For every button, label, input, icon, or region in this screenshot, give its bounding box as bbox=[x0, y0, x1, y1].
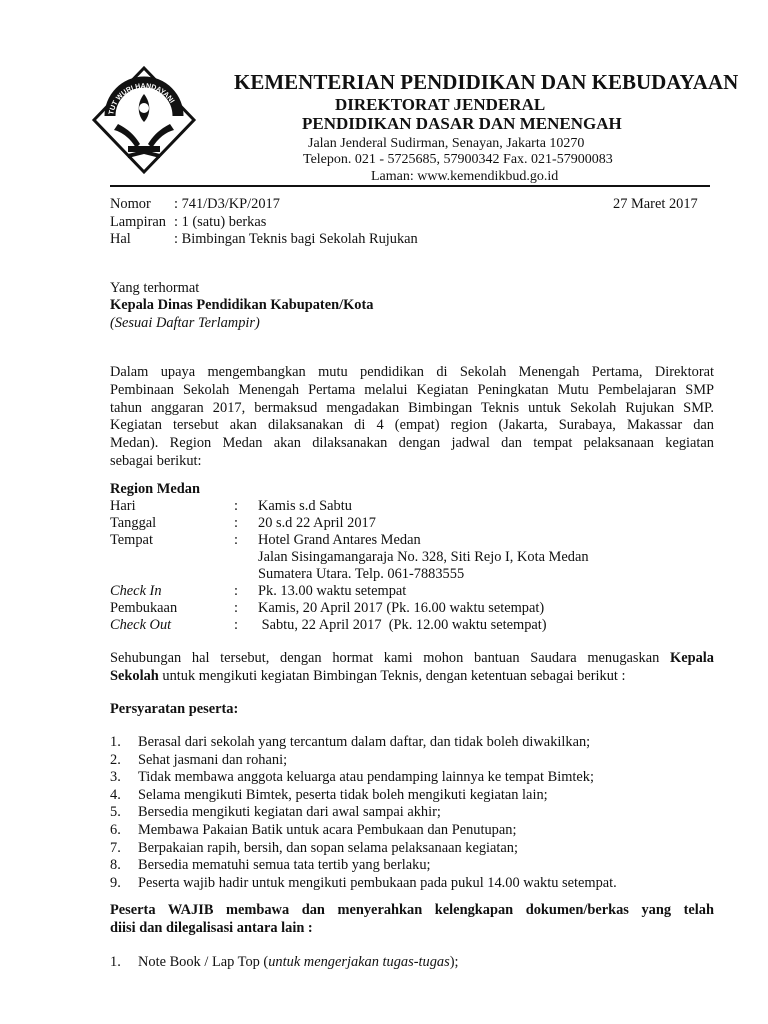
phone-line: Telepon. 021 - 5725685, 57900342 Fax. 021-57900083 bbox=[303, 152, 613, 167]
documents-title-line: diisi dan dilegalisasi antara lain : bbox=[110, 919, 313, 936]
colon: : bbox=[234, 583, 238, 599]
item-italic: untuk mengerjakan tugas-tugas bbox=[268, 954, 450, 970]
colon: : bbox=[234, 532, 238, 548]
item-text: Note Book / Lap Top ( bbox=[138, 954, 269, 970]
colon: : bbox=[234, 515, 238, 531]
documents-title bbox=[110, 902, 714, 938]
colon: : bbox=[234, 617, 238, 633]
list-number: 8. bbox=[110, 857, 121, 874]
list-item-text: Membawa Pakaian Batik untuk acara Pembukaan dan Penutupan; bbox=[138, 822, 517, 838]
website-line: Laman: www.kemendikbud.go.id bbox=[371, 169, 559, 184]
nomor-label: Nomor bbox=[110, 196, 151, 212]
requirements-title: Persyaratan peserta: bbox=[110, 701, 239, 717]
checkout-label: Check Out bbox=[110, 617, 172, 633]
checkin-value: Pk. 13.00 waktu setempat bbox=[258, 583, 407, 599]
lampiran-label: Lampiran bbox=[110, 214, 166, 230]
nomor-value: : 741/D3/KP/2017 bbox=[174, 196, 280, 212]
tanggal-label: Tanggal bbox=[110, 515, 157, 531]
list-item-text: Berpakaian rapih, bersih, dan sopan selama pelaksanaan kegiatan; bbox=[138, 839, 519, 856]
division-title: PENDIDIKAN DASAR DAN MENENGAH bbox=[302, 114, 622, 133]
list-number: 3. bbox=[110, 769, 121, 786]
intro-line: sebagai berikut: bbox=[110, 452, 202, 469]
list-number: 4. bbox=[110, 786, 121, 803]
pembukaan-value: Kamis, 20 April 2017 (Pk. 16.00 waktu setempat) bbox=[258, 600, 545, 616]
region-title: Region Medan bbox=[110, 481, 200, 497]
intro-line: Medan). Region Medan akan dilaksanakan dengan jadwal dan tempat pelaksanaan kegiatan bbox=[110, 435, 714, 452]
list-item-text: Selama mengikuti Bimtek, peserta tidak boleh mengikuti kegiatan lain; bbox=[138, 786, 548, 803]
intro-paragraph bbox=[110, 364, 714, 471]
list-number: 1. bbox=[110, 954, 121, 970]
documents-title-line: Peserta WAJIB membawa dan menyerahkan kelengkapan dokumen/berkas yang telah bbox=[110, 902, 714, 918]
list-item-text: Sehat jasmani dan rohani; bbox=[138, 751, 288, 768]
intro-line: Dalam upaya mengembangkan mutu pendidikan di Sekolah Menengah Pertama, Direktorat bbox=[110, 364, 714, 380]
address-line: Jalan Jenderal Sudirman, Senayan, Jakarta 10270 bbox=[308, 136, 585, 151]
greeting: Yang terhormat bbox=[110, 280, 200, 296]
colon: : bbox=[234, 498, 238, 514]
item-end: ); bbox=[449, 954, 459, 970]
list-number: 2. bbox=[110, 751, 121, 768]
hal-label: Hal bbox=[110, 231, 131, 247]
list-item-text: Berasal dari sekolah yang tercantum dalam daftar, dan tidak boleh diwakilkan; bbox=[138, 734, 591, 750]
request-bold: Kepala bbox=[670, 650, 714, 666]
list-item-text: Tidak membawa anggota keluarga atau pendamping lainnya ke tempat Bimtek; bbox=[138, 769, 594, 786]
checkout-value: Sabtu, 22 April 2017 (Pk. 12.00 waktu setempat) bbox=[258, 617, 547, 633]
recipient-name: Kepala Dinas Pendidikan Kabupaten/Kota bbox=[110, 297, 374, 313]
request-line-2 bbox=[110, 668, 714, 686]
request-text: untuk mengikuti kegiatan Bimbingan Teknis, dengan ketentuan sebagai berikut : bbox=[158, 667, 626, 684]
list-number: 9. bbox=[110, 874, 121, 891]
hal-value: : Bimbingan Teknis bagi Sekolah Rujukan bbox=[174, 231, 418, 247]
list-item-text: Peserta wajib hadir untuk mengikuti pembukaan pada pukul 14.00 waktu setempat. bbox=[138, 874, 617, 891]
recipient-note: (Sesuai Daftar Terlampir) bbox=[110, 315, 260, 331]
request-paragraph bbox=[110, 650, 714, 686]
directorate-title: DIREKTORAT JENDERAL bbox=[335, 95, 546, 114]
list-item-text: Bersedia mematuhi semua tata tertib yang berlaku; bbox=[138, 857, 431, 874]
tut-wuri-handayani-logo bbox=[88, 64, 200, 176]
tanggal-value: 20 s.d 22 April 2017 bbox=[258, 515, 376, 531]
list-item-text: Bersedia mengikuti kegiatan dari awal sampai akhir; bbox=[138, 804, 441, 821]
list-number: 1. bbox=[110, 734, 121, 750]
list-number: 7. bbox=[110, 839, 121, 856]
pembukaan-label: Pembukaan bbox=[110, 600, 178, 616]
hari-label: Hari bbox=[110, 498, 136, 514]
svg-text:TUT WURI HANDAYANI: TUT WURI HANDAYANI bbox=[108, 82, 176, 116]
letterhead-divider bbox=[110, 185, 710, 187]
intro-line: Pembinaan Sekolah Menengah Pertama melalui Kegiatan Peningkatan Mutu Pembelajaran SMP bbox=[110, 381, 714, 398]
checkin-label: Check In bbox=[110, 583, 162, 599]
request-line-1 bbox=[110, 650, 714, 668]
request-bold: Sekolah bbox=[110, 667, 159, 684]
tempat-address: Jalan Sisingamangaraja No. 328, Siti Rejo I, Kota Medan bbox=[258, 549, 589, 565]
intro-line: Kegiatan tersebut akan dilaksanakan di 4 (empat) region (Jakarta, Surabaya, Makassar dan bbox=[110, 417, 714, 434]
tempat-city: Sumatera Utara. Telp. 061-7883555 bbox=[258, 566, 465, 582]
lampiran-value: : 1 (satu) berkas bbox=[174, 214, 267, 230]
letter-date: 27 Maret 2017 bbox=[613, 196, 698, 212]
ministry-title: KEMENTERIAN PENDIDIKAN DAN KEBUDAYAAN bbox=[234, 70, 739, 94]
intro-line: tahun anggaran 2017, bermaksud mengadakan Bimbingan Teknis untuk Sekolah Rujukan SMP. bbox=[110, 399, 714, 416]
tempat-value: Hotel Grand Antares Medan bbox=[258, 532, 421, 548]
list-number: 5. bbox=[110, 804, 121, 821]
list-number: 6. bbox=[110, 822, 121, 838]
colon: : bbox=[234, 600, 238, 616]
request-text: Sehubungan hal tersebut, dengan hormat kami mohon bantuan Saudara menugaskan bbox=[110, 650, 671, 666]
hari-value: Kamis s.d Sabtu bbox=[258, 498, 352, 514]
tempat-label: Tempat bbox=[110, 532, 153, 548]
